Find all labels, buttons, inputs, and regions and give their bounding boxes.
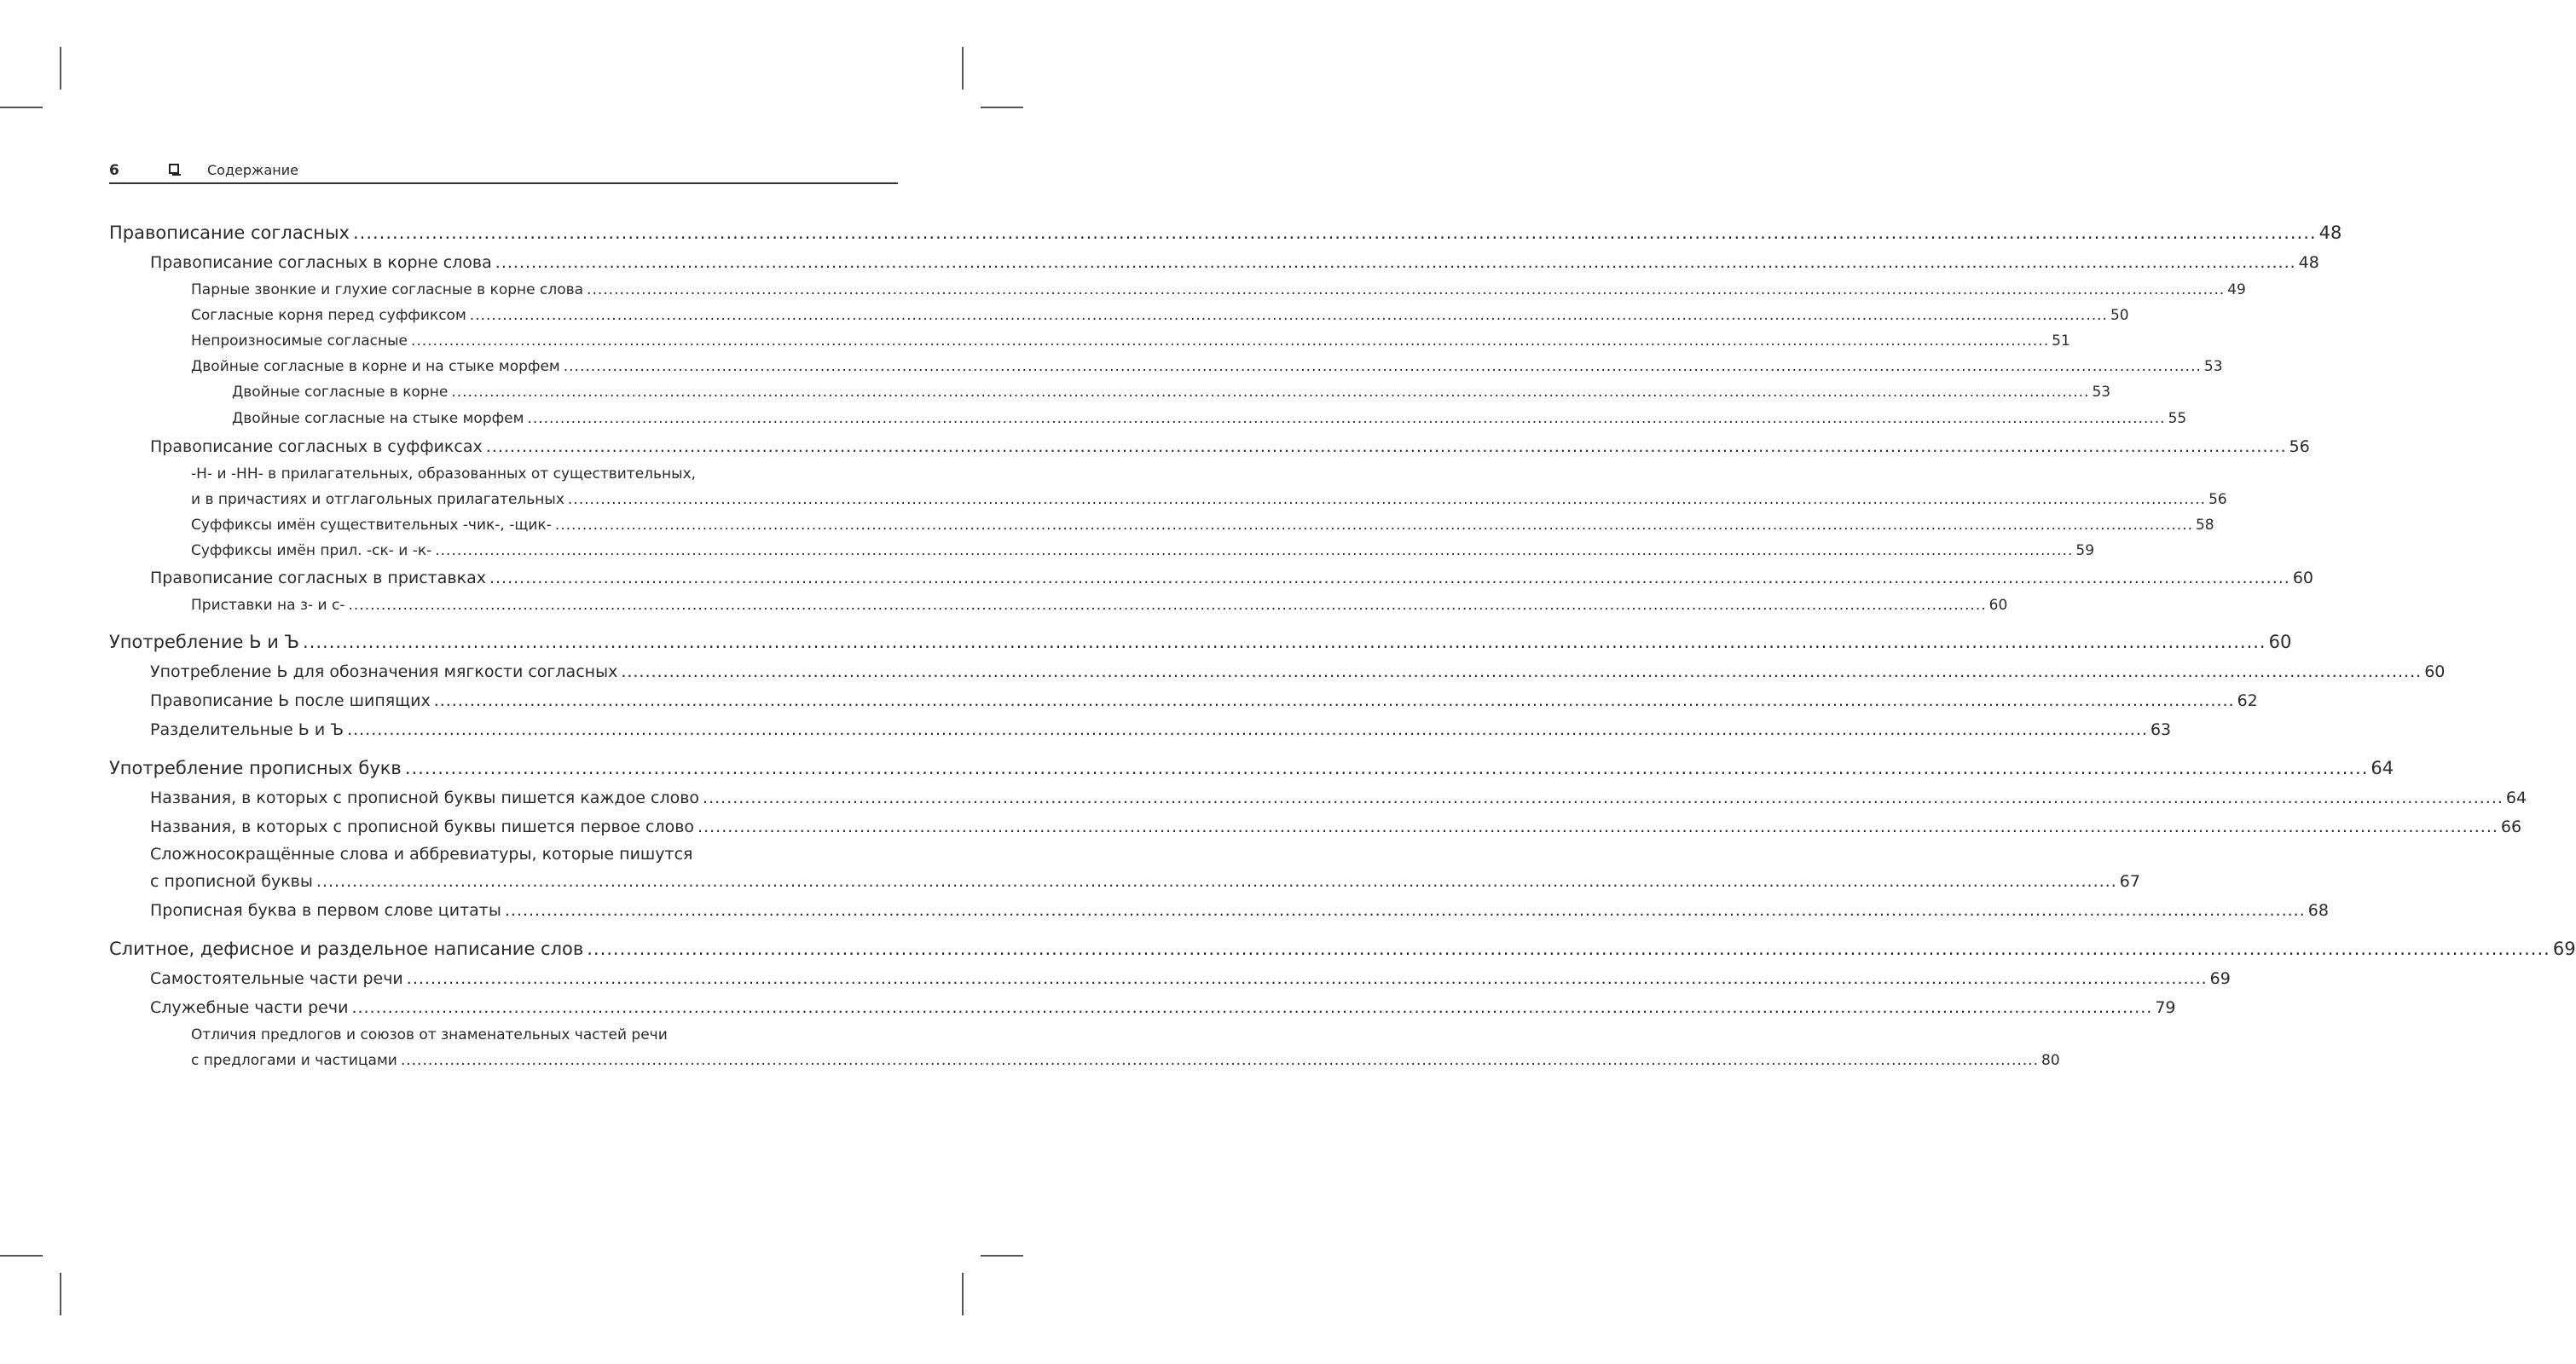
toc-entry-page: 68: [2307, 901, 2329, 920]
toc-entry-page: 58: [2195, 517, 2214, 534]
crop-mark: [60, 47, 61, 90]
toc-entry: [109, 753, 2394, 783]
toc-entry-line: [109, 627, 2292, 657]
toc-entry-line: [109, 753, 2394, 783]
dot-leader: ............................................................................................................................................................................................................................................................................................................: [303, 632, 2266, 652]
toc-entry-page: 60: [2292, 569, 2314, 587]
dot-leader: ............................................................................................................................................................................................................................................................................................................: [703, 789, 2504, 807]
toc-entry-line: [150, 564, 2314, 592]
toc-entry-line: [191, 303, 2129, 328]
toc-entry-page: 63: [2150, 720, 2172, 739]
dot-leader: ............................................................................................................................................................................................................................................................................................................: [495, 253, 2296, 272]
toc-entry-page: 55: [2168, 410, 2187, 427]
toc-entry-page: 60: [2268, 632, 2292, 652]
toc-entry-line: [150, 657, 2446, 686]
toc-entry-line: [191, 592, 2008, 618]
toc-entry-title: Суффиксы имён прил. -ск- и -к-: [191, 542, 432, 559]
toc-entry-line: [191, 538, 2095, 564]
toc-entry: [109, 1022, 2060, 1073]
dot-leader: ............................................................................................................................................................................................................................................................................................................: [451, 384, 2090, 401]
dot-leader: ............................................................................................................................................................................................................................................................................................................: [563, 358, 2202, 375]
toc-entry-line: [150, 715, 2172, 744]
toc-entry-line: [109, 217, 2342, 248]
dot-leader: ............................................................................................................................................................................................................................................................................................................: [410, 332, 2050, 350]
toc-entry-title: Двойные согласные на стыке морфем: [232, 410, 524, 427]
toc-entry-page: 69: [2209, 969, 2231, 988]
toc-entry-line: [191, 1048, 2060, 1073]
toc-entry-page: 53: [2203, 358, 2223, 375]
crop-mark: [962, 1273, 964, 1315]
toc-entry: [109, 896, 2329, 925]
toc-entry-line: [150, 993, 2176, 1022]
toc-entry: [109, 783, 2527, 812]
dot-leader: ............................................................................................................................................................................................................................................................................................................: [435, 542, 2074, 559]
toc-entry: [109, 627, 2292, 657]
dot-leader: ............................................................................................................................................................................................................................................................................................................: [587, 939, 2550, 959]
toc-entry-title: с прописной буквы: [150, 872, 313, 891]
dot-leader: ............................................................................................................................................................................................................................................................................................................: [469, 307, 2108, 324]
toc-entry-title: Названия, в которых с прописной буквы пишется каждое слово: [150, 789, 700, 807]
dot-leader: ............................................................................................................................................................................................................................................................................................................: [698, 818, 2498, 836]
toc-entry-title: Правописание согласных в приставках: [150, 569, 486, 587]
header-title: Содержание: [207, 162, 298, 178]
toc-entry: [109, 303, 2129, 328]
toc-entry-line: [150, 783, 2527, 812]
toc-entry-page: 48: [2318, 223, 2342, 243]
toc-entry: [109, 432, 2310, 461]
toc-entry-title: Разделительные Ь и Ъ: [150, 720, 344, 739]
toc-entry-line: [191, 277, 2246, 303]
toc-entry-line: [232, 406, 2187, 432]
toc-entry-page: 64: [2505, 789, 2527, 807]
crop-mark: [0, 1255, 43, 1257]
toc-entry-page: 80: [2041, 1052, 2060, 1069]
toc-entry-title: Правописание Ь после шипящих: [150, 691, 431, 710]
toc-entry-title: Согласные корня перед суффиксом: [191, 307, 466, 324]
toc-entry-line: [191, 354, 2223, 379]
table-of-contents: [109, 217, 2576, 1073]
toc-entry-line: [150, 686, 2258, 715]
toc-entry-line: [150, 432, 2310, 461]
toc-entry-title: Непроизносимые согласные: [191, 332, 408, 350]
toc-entry-line: [150, 896, 2329, 925]
toc-entry-title: Самостоятельные части речи: [150, 969, 403, 988]
toc-entry-page: 79: [2155, 998, 2176, 1017]
toc-entry: [109, 248, 2319, 277]
toc-entry-title: Правописание согласных: [109, 223, 350, 243]
dot-leader: ............................................................................................................................................................................................................................................................................................................: [404, 758, 2369, 778]
dot-leader: ............................................................................................................................................................................................................................................................................................................: [554, 517, 2193, 534]
toc-entry-line: [109, 933, 2576, 964]
toc-entry-title-line1: Сложносокращённые слова и аббревиатуры, которые пишутся: [150, 845, 693, 864]
toc-entry-line: [150, 248, 2319, 277]
toc-entry-title: Правописание согласных в суффиксах: [150, 437, 483, 456]
toc-entry-page: 56: [2289, 437, 2310, 456]
toc-entry: [109, 657, 2446, 686]
dot-leader: ............................................................................................................................................................................................................................................................................................................: [315, 872, 2117, 891]
toc-entry-page: 60: [2424, 662, 2446, 681]
running-header: [109, 160, 898, 184]
toc-entry: [109, 686, 2258, 715]
toc-entry-page: 50: [2110, 307, 2129, 324]
toc-entry-page: 64: [2370, 758, 2394, 778]
dot-leader: ............................................................................................................................................................................................................................................................................................................: [489, 569, 2290, 587]
toc-entry: [109, 406, 2187, 432]
toc-entry: [109, 841, 2140, 896]
dot-leader: ............................................................................................................................................................................................................................................................................................................: [352, 223, 2317, 243]
crop-mark: [962, 47, 964, 90]
toc-entry-title: Употребление прописных букв: [109, 758, 402, 778]
dot-leader: ............................................................................................................................................................................................................................................................................................................: [527, 410, 2166, 427]
crop-mark: [981, 107, 1023, 108]
toc-entry: [109, 277, 2246, 303]
dot-leader: ............................................................................................................................................................................................................................................................................................................: [567, 491, 2207, 508]
toc-entry: [109, 812, 2522, 841]
toc-entry-line: [150, 812, 2522, 841]
toc-entry-line: [150, 867, 2140, 896]
toc-entry-line: [191, 328, 2070, 354]
toc-entry-line: [191, 512, 2214, 538]
toc-entry-line: [191, 487, 2227, 512]
toc-entry-line: [150, 964, 2231, 993]
toc-entry-title: Суффиксы имён существительных -чик-, -щик-: [191, 517, 552, 534]
toc-entry: [109, 715, 2172, 744]
toc-entry: [109, 461, 2227, 512]
toc-entry-page: 53: [2092, 384, 2111, 401]
toc-entry-title: Слитное, дефисное и раздельное написание слов: [109, 939, 584, 959]
toc-entry-title-line1: Отличия предлогов и союзов от знаменательных частей речи: [191, 1026, 668, 1043]
toc-entry-page: 67: [2119, 872, 2140, 891]
toc-entry-page: 51: [2052, 332, 2070, 350]
toc-entry: [109, 538, 2095, 564]
toc-entry: [109, 379, 2111, 406]
toc-entry: [109, 354, 2223, 379]
toc-entry-title: Прописная буква в первом слове цитаты: [150, 901, 501, 920]
toc-entry-page: 48: [2298, 253, 2319, 272]
checkbox-square-icon: [169, 164, 179, 174]
toc-entry: [109, 592, 2008, 618]
toc-entry-page: 69: [2552, 939, 2576, 959]
toc-entry-page: 49: [2227, 281, 2246, 298]
toc-entry-title-line1: -Н- и -НН- в прилагательных, образованных от существительных,: [191, 465, 697, 483]
toc-entry: [109, 993, 2176, 1022]
toc-entry-title: Парные звонкие и глухие согласные в корне слова: [191, 281, 584, 298]
dot-leader: ............................................................................................................................................................................................................................................................................................................: [587, 281, 2226, 298]
dot-leader: ............................................................................................................................................................................................................................................................................................................: [433, 691, 2235, 710]
dot-leader: ............................................................................................................................................................................................................................................................................................................: [504, 901, 2306, 920]
toc-entry-title: Приставки на з- и с-: [191, 597, 345, 614]
toc-entry-title: Названия, в которых с прописной буквы пишется первое слово: [150, 818, 695, 836]
crop-mark: [0, 107, 43, 108]
toc-entry-title: Двойные согласные в корне и на стыке морфем: [191, 358, 560, 375]
toc-entry-page: 59: [2075, 542, 2095, 559]
toc-entry-line: [232, 379, 2111, 406]
dot-leader: ............................................................................................................................................................................................................................................................................................................: [347, 720, 2148, 739]
toc-entry-title: и в причастиях и отглагольных прилагательных: [191, 491, 564, 508]
toc-entry: [109, 564, 2314, 592]
dot-leader: ............................................................................................................................................................................................................................................................................................................: [621, 662, 2423, 681]
page-number: 6: [109, 162, 119, 179]
dot-leader: ............................................................................................................................................................................................................................................................................................................: [485, 437, 2287, 456]
toc-entry: [109, 933, 2576, 964]
dot-leader: ............................................................................................................................................................................................................................................................................................................: [348, 597, 1987, 614]
dot-leader: ............................................................................................................................................................................................................................................................................................................: [406, 969, 2208, 988]
toc-entry-page: 60: [1988, 597, 2008, 614]
toc-entry: [109, 328, 2070, 354]
dot-leader: ............................................................................................................................................................................................................................................................................................................: [351, 998, 2153, 1017]
toc-entry-title: Употребление Ь и Ъ: [109, 632, 300, 652]
toc-entry-title: Служебные части речи: [150, 998, 349, 1017]
toc-entry: [109, 964, 2231, 993]
toc-entry-page: 66: [2500, 818, 2522, 836]
toc-entry: [109, 217, 2342, 248]
toc-entry-title: Правописание согласных в корне слова: [150, 253, 492, 272]
dot-leader: ............................................................................................................................................................................................................................................................................................................: [400, 1052, 2039, 1069]
toc-entry-title: с предлогами и частицами: [191, 1052, 397, 1069]
toc-entry-title: Употребление Ь для обозначения мягкости согласных: [150, 662, 618, 681]
crop-mark: [60, 1273, 61, 1315]
crop-mark: [981, 1255, 1023, 1257]
toc-entry-page: 62: [2237, 691, 2258, 710]
toc-entry: [109, 512, 2214, 538]
toc-entry-page: 56: [2208, 491, 2227, 508]
toc-entry-title: Двойные согласные в корне: [232, 384, 449, 401]
